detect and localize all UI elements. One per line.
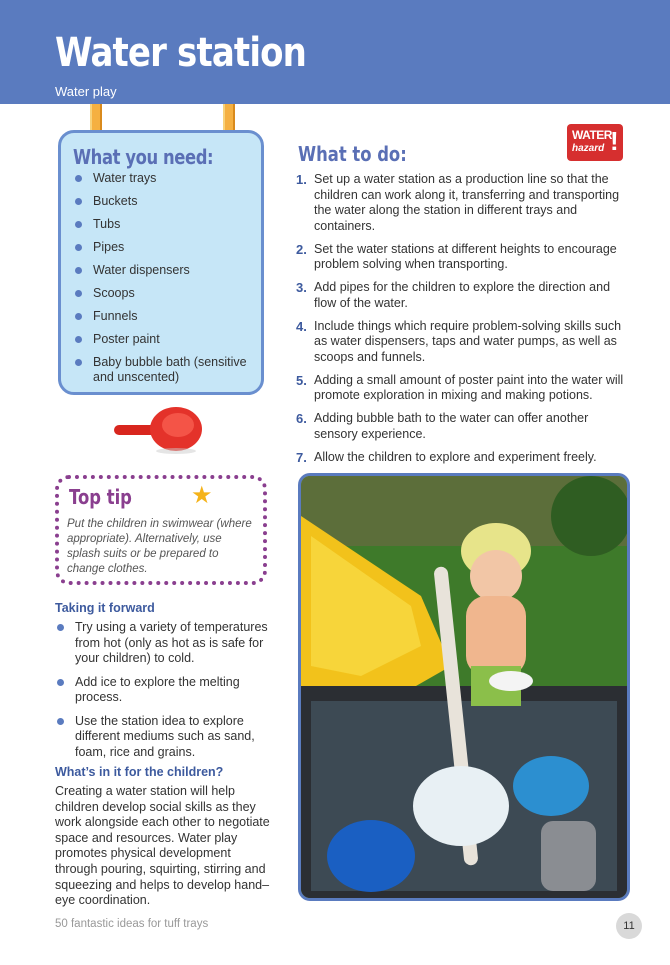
whats-in-it-text: Creating a water station will help children develop social skills as they work alongside each other to negotiate space and resources. Water play promotes physical development through pouring, squirting, stirring and squeezing and helps to develop hand–eye coordination. bbox=[55, 784, 270, 908]
what-you-need-list bbox=[73, 171, 263, 393]
page-subtitle: Water play bbox=[55, 84, 117, 99]
star-icon: ★ bbox=[191, 482, 213, 509]
page-header bbox=[0, 0, 670, 104]
water-hazard-badge bbox=[567, 124, 623, 161]
list-item: Add ice to explore the melting process. bbox=[55, 675, 275, 706]
list-item: Buckets bbox=[73, 194, 263, 209]
top-tip-box bbox=[55, 475, 267, 585]
water-play-photo bbox=[298, 473, 630, 901]
taking-it-forward-list bbox=[55, 620, 275, 768]
step-item: 2. Set the water stations at different heights to encourage problem solving when transporting. bbox=[296, 241, 617, 271]
box-hanger-right bbox=[223, 104, 235, 130]
page-title: Water station bbox=[55, 30, 307, 76]
footer-text: 50 fantastic ideas for tuff trays bbox=[55, 918, 209, 930]
box-hanger-left bbox=[90, 104, 102, 130]
step-item: 1. Set up a water station as a production line so that the children can work along it, transferring and transporting the water along the station in different trays and containers. bbox=[296, 172, 620, 233]
what-to-do-steps bbox=[296, 172, 631, 473]
taking-it-forward-heading: Taking it forward bbox=[55, 601, 155, 615]
what-you-need-heading: What you need: bbox=[73, 145, 214, 169]
top-tip-text: Put the children in swimwear (where appropriate). Alternatively, use splash suits or be prepared to change clothes. bbox=[67, 518, 252, 575]
step-item: 4. Include things which require problem-solving skills such as water dispensers, taps and water pumps, as well as scoops and funnels. bbox=[296, 318, 622, 364]
exclamation-icon: ! bbox=[610, 126, 619, 156]
top-tip-heading: Top tip bbox=[69, 485, 132, 509]
list-item: Try using a variety of temperatures from hot (only as hot as is safe for your children) to cold. bbox=[55, 620, 275, 667]
step-item: 3. Add pipes for the children to explore the direction and flow of the water. bbox=[296, 280, 611, 310]
whats-in-it-heading: What’s in it for the children? bbox=[55, 765, 224, 779]
hazard-line2: hazard bbox=[572, 143, 605, 154]
what-you-need-box bbox=[58, 130, 264, 395]
list-item: Funnels bbox=[73, 309, 263, 324]
step-item: 6. Adding bubble bath to the water can offer another sensory experience. bbox=[296, 411, 589, 441]
list-item: Poster paint bbox=[73, 332, 263, 347]
hazard-line1: WATER bbox=[572, 128, 612, 142]
red-scoop-image bbox=[112, 405, 204, 455]
list-item: Water trays bbox=[73, 171, 263, 186]
what-to-do-heading: What to do: bbox=[298, 142, 407, 166]
step-item: 5. Adding a small amount of poster paint into the water will promote exploration in mixing and making potions. bbox=[296, 372, 624, 402]
list-item: Tubs bbox=[73, 217, 263, 232]
page-number: 11 bbox=[616, 913, 642, 939]
list-item: Water dispensers bbox=[73, 263, 263, 278]
list-item: Baby bubble bath (sensitive and unscented) bbox=[73, 355, 263, 385]
list-item: Pipes bbox=[73, 240, 263, 255]
list-item: Scoops bbox=[73, 286, 263, 301]
list-item: Use the station idea to explore different mediums such as sand, foam, rice and grains. bbox=[55, 714, 275, 761]
step-item: 7. Allow the children to explore and experiment freely. bbox=[296, 449, 597, 465]
